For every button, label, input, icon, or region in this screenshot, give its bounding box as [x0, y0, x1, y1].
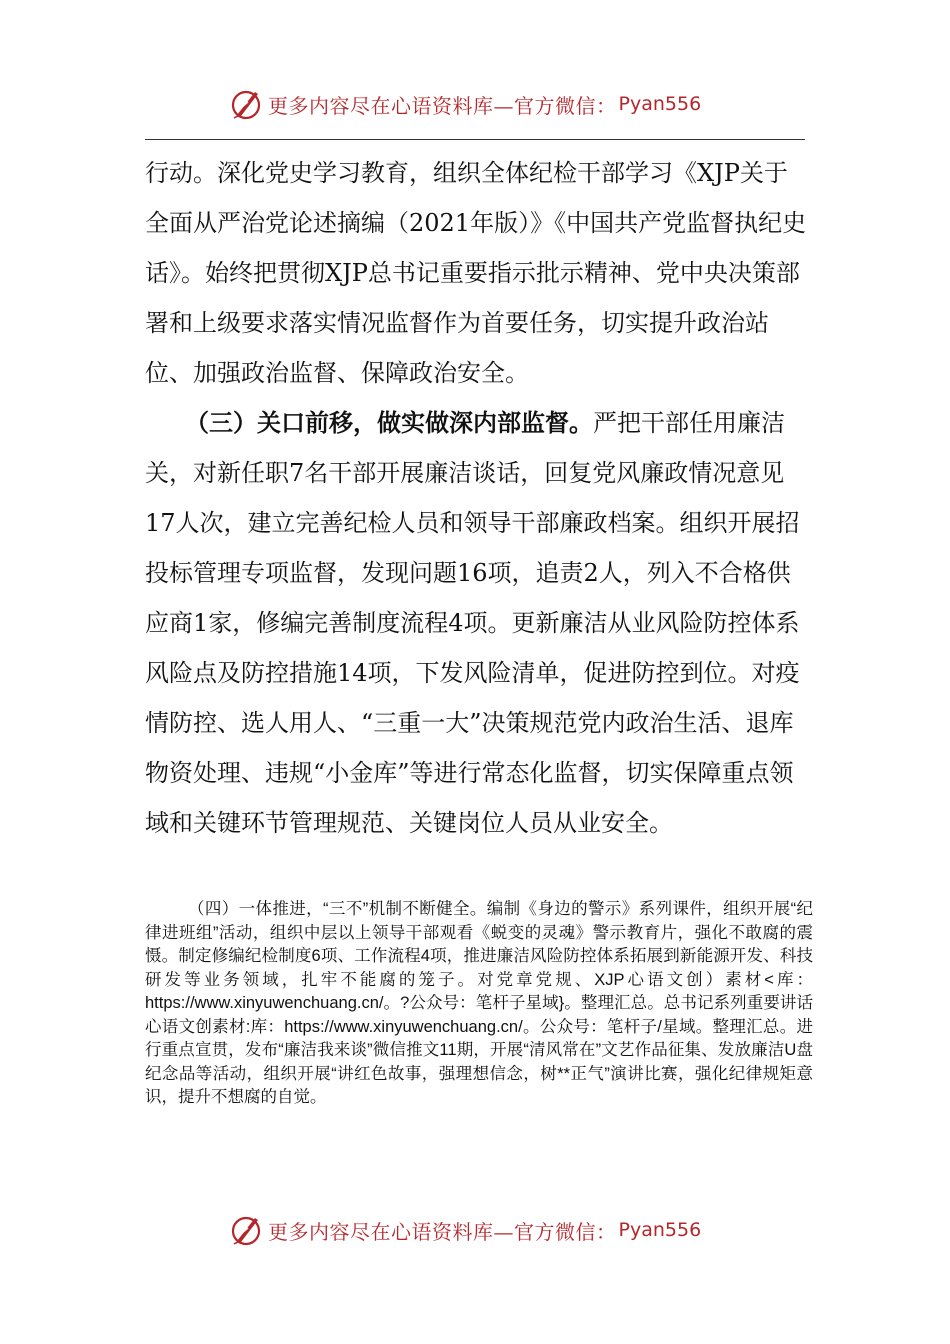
section-4-paragraph: （四）一体推进，“三不”机制不断健全。编制《身边的警示》系列课件，组织开展“纪律进班组”活动，组织中层以上领导干部观看《蜕变的灵魂》警示教育片，强化不敢腐的震慑。制定修编纪检制度6项、工作流程4项，推进廉洁风险防控体系拓展到新能源开发、科技研发等业务领域，扎牢不能腐的笼子。对党章党规、XJP心语文创）素材<库：https://www.xinyuwenchuang.cn/。?公众号：笔杆子星域}。整理汇总。总书记系列重要讲话心语文创素材:库：https://www.xinyuwenchuang.cn/。公众号：笔杆子/星域。整理汇总。进行重点宣贯，发布“廉洁我来谈”微信推文11期，开展“清风常在”文艺作品征集、发放廉洁U盘纪念品等活动，组织开展“讲红色故事，强理想信念，树**正气”演讲比赛，强化纪律规矩意识，提升不想腐的自觉。 — [145, 900, 813, 1106]
quill-pen-logo-icon — [228, 86, 264, 122]
section-3-heading: （三）关口前移，做实做深内部监督。 — [185, 408, 593, 437]
footer-banner[interactable] — [228, 1210, 701, 1250]
header-wechat-id: Pyan556 — [618, 93, 702, 115]
quill-pen-logo-icon — [228, 1212, 264, 1248]
header-divider — [145, 139, 805, 140]
footer-wechat-id: Pyan556 — [618, 1219, 702, 1241]
paragraph-1: 行动。深化党史学习教育，组织全体纪检干部学习《XJP关于全面从严治党论述摘编（2021年版）》《中国共产党监督执纪史话》。始终把贯彻XJP总书记重要指示批示精神、党中央决策部署和上级要求落实情况监督作为首要任务，切实提升政治站位、加强政治监督、保障政治安全。 — [145, 159, 807, 387]
header-banner[interactable] — [228, 84, 701, 124]
section-3-text: 严把干部任用廉洁关，对新任职7名干部开展廉洁谈话，回复党风廉政情况意见17人次，建立完善纪检人员和领导干部廉政档案。组织开展招投标管理专项监督，发现问题16项，追责2人，列入不合格供应商1家，修编完善制度流程4项。更新廉洁从业风险防控体系风险点及防控措施14项，下发风险清单，促进防控到位。对疫情防控、选人用人、“三重一大”决策规范党内政治生活、退库物资处理、违规“小金库”等进行常态化监督，切实保障重点领域和关键环节管理规范、关键岗位人员从业安全。 — [145, 409, 800, 837]
section-3-paragraph — [145, 398, 807, 848]
header-banner-text: 更多内容尽在心语资料库—官方微信： — [268, 93, 617, 118]
footer-banner-text: 更多内容尽在心语资料库—官方微信： — [268, 1219, 617, 1244]
